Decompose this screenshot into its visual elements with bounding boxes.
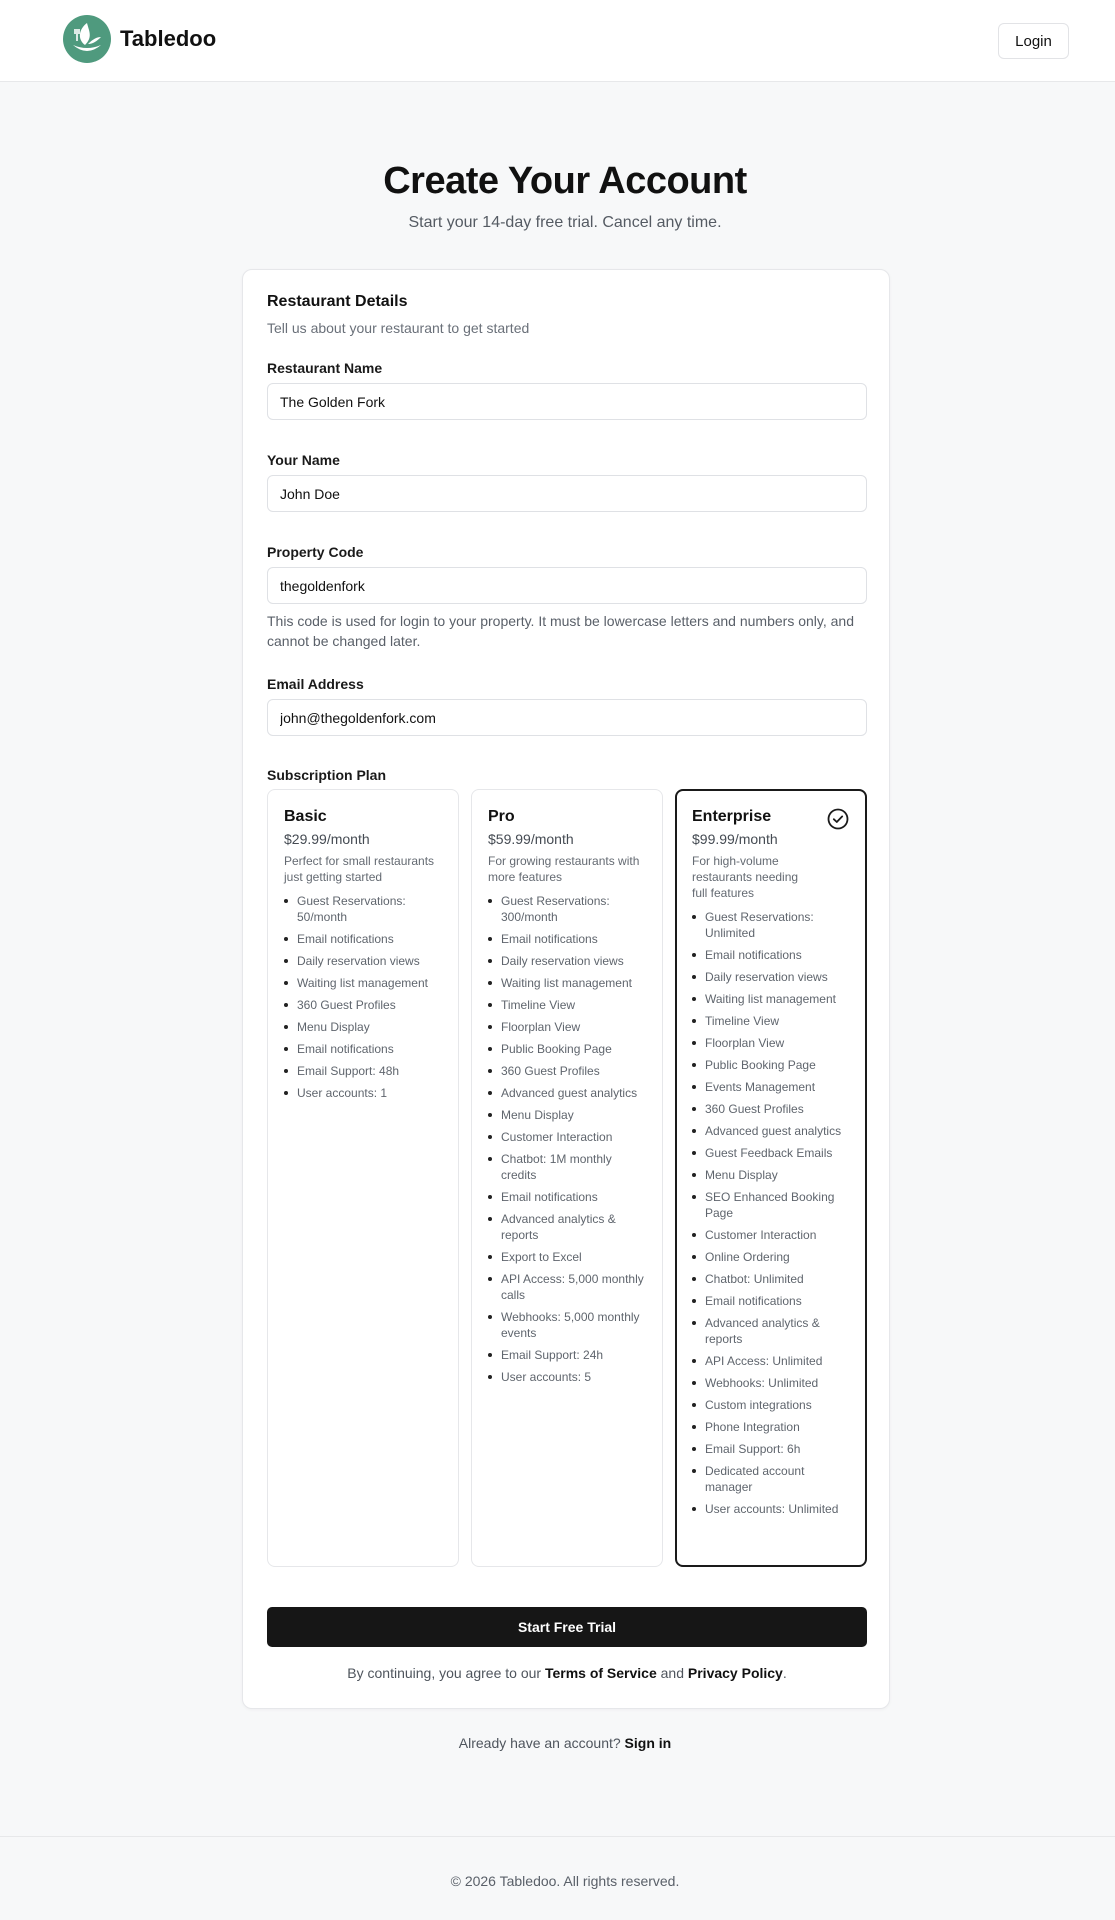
- bullet-icon: [692, 1277, 696, 1281]
- bullet-icon: [692, 1019, 696, 1023]
- plan-feature-item: [488, 1085, 646, 1101]
- plan-feature-item: [692, 1189, 850, 1221]
- plan-feature-text: Webhooks: 5,000 monthly events: [501, 1310, 640, 1340]
- plan-feature-text: Email Support: 48h: [297, 1064, 400, 1078]
- plan-feature-text: Customer Interaction: [501, 1130, 613, 1144]
- plan-feature-text: Dedicated account manager: [705, 1464, 805, 1494]
- plan-feature-text: Public Booking Page: [501, 1042, 612, 1056]
- plan-feature-item: [488, 953, 646, 969]
- plan-feature-item: [692, 1057, 850, 1073]
- bullet-icon: [488, 1277, 492, 1281]
- plan-feature-text: Custom integrations: [705, 1398, 812, 1412]
- section-title: Restaurant Details: [267, 293, 408, 310]
- bullet-icon: [488, 1375, 492, 1379]
- plan-feature-item: [692, 909, 850, 941]
- bullet-icon: [488, 1003, 492, 1007]
- plan-feature-text: Chatbot: Unlimited: [705, 1272, 804, 1286]
- plan-feature-text: Daily reservation views: [297, 954, 420, 968]
- plan-features: [488, 893, 646, 1385]
- privacy-policy-link[interactable]: Privacy Policy: [687, 1665, 783, 1681]
- bullet-icon: [488, 1135, 492, 1139]
- property-code-label: Property Code: [267, 544, 364, 560]
- plan-feature-text: Email notifications: [705, 1294, 802, 1308]
- terms-prefix: By continuing, you agree to our: [347, 1665, 542, 1681]
- plan-feature-item: [692, 1419, 850, 1435]
- plan-feature-text: Timeline View: [501, 998, 576, 1012]
- plan-feature-text: Daily reservation views: [501, 954, 624, 968]
- bullet-icon: [692, 1403, 696, 1407]
- check-circle-icon: [827, 808, 849, 830]
- terms-text: [243, 1665, 891, 1681]
- signup-card: [242, 269, 890, 1709]
- plan-feature-text: Floorplan View: [501, 1020, 581, 1034]
- plan-feature-text: Guest Feedback Emails: [705, 1146, 833, 1160]
- bullet-icon: [488, 1315, 492, 1319]
- plan-feature-text: 360 Guest Profiles: [501, 1064, 600, 1078]
- bullet-icon: [692, 1129, 696, 1133]
- plan-feature-item: [488, 1249, 646, 1265]
- plan-feature-text: Menu Display: [297, 1020, 370, 1034]
- plan-feature-item: [692, 1397, 850, 1413]
- bullet-icon: [284, 1025, 288, 1029]
- plan-feature-item: [488, 1107, 646, 1123]
- plan-name: Basic: [284, 808, 327, 825]
- email-input[interactable]: [267, 699, 867, 736]
- bullet-icon: [692, 1381, 696, 1385]
- bullet-icon: [488, 1353, 492, 1357]
- signin-prompt-text: Already have an account?: [458, 1735, 621, 1751]
- copyright: © 2026 Tabledoo. All rights reserved.: [450, 1873, 680, 1889]
- plan-feature-text: Daily reservation views: [705, 970, 828, 984]
- plan-feature-item: [692, 1315, 850, 1347]
- plan-price: $59.99/month: [488, 831, 574, 847]
- bullet-icon: [692, 1173, 696, 1177]
- bullet-icon: [692, 1359, 696, 1363]
- login-button[interactable]: Login: [998, 23, 1069, 59]
- plan-feature-item: [488, 1189, 646, 1205]
- bullet-icon: [692, 953, 696, 957]
- plan-feature-item: [284, 1041, 442, 1057]
- signin-prompt: [0, 1735, 1115, 1751]
- plan-feature-text: Email notifications: [705, 948, 802, 962]
- plan-name: Pro: [488, 808, 515, 825]
- plan-feature-item: [284, 953, 442, 969]
- plan-feature-text: Customer Interaction: [705, 1228, 817, 1242]
- plan-feature-item: [284, 1085, 442, 1101]
- bullet-icon: [488, 1157, 492, 1161]
- sign-in-link[interactable]: Sign in: [624, 1735, 672, 1751]
- terms-suffix: .: [782, 1665, 787, 1681]
- plan-feature-item: [692, 1441, 850, 1457]
- terms-and: and: [660, 1665, 684, 1681]
- property-code-help: This code is used for login to your property. It must be lowercase letters and numbers only, and cannot be changed later.: [267, 613, 854, 649]
- plan-feature-text: Chatbot: 1M monthly credits: [501, 1152, 612, 1182]
- plan-feature-text: Waiting list management: [705, 992, 836, 1006]
- plan-feature-item: [488, 975, 646, 991]
- brand-name: Tabledoo: [120, 26, 217, 51]
- plan-feature-text: Public Booking Page: [705, 1058, 816, 1072]
- start-free-trial-button[interactable]: Start Free Trial: [267, 1607, 867, 1647]
- bullet-icon: [692, 975, 696, 979]
- site-footer: [0, 1836, 1115, 1920]
- plan-feature-text: Menu Display: [705, 1168, 778, 1182]
- section-description: Tell us about your restaurant to get started: [267, 320, 530, 336]
- plan-feature-text: Floorplan View: [705, 1036, 785, 1050]
- plan-feature-item: [488, 1041, 646, 1057]
- plan-feature-item: [488, 1369, 646, 1385]
- bullet-icon: [692, 1321, 696, 1325]
- plan-description: For high-volume restaurants needing full features: [692, 854, 799, 900]
- bullet-icon: [284, 1003, 288, 1007]
- plan-description: For growing restaurants with more features: [488, 854, 640, 884]
- plan-feature-item: [284, 1019, 442, 1035]
- bullet-icon: [692, 1447, 696, 1451]
- plan-feature-text: Webhooks: Unlimited: [705, 1376, 819, 1390]
- plan-feature-item: [488, 1271, 646, 1303]
- restaurant-name-label: Restaurant Name: [267, 360, 383, 376]
- plan-feature-item: [284, 931, 442, 947]
- bullet-icon: [692, 1063, 696, 1067]
- plan-feature-item: [488, 1063, 646, 1079]
- plan-feature-item: [488, 997, 646, 1013]
- plan-feature-text: Online Ordering: [705, 1250, 790, 1264]
- bullet-icon: [692, 1151, 696, 1155]
- plan-features: [692, 909, 850, 1517]
- plan-feature-item: [692, 947, 850, 963]
- bullet-icon: [692, 1425, 696, 1429]
- bullet-icon: [284, 1091, 288, 1095]
- bullet-icon: [488, 1025, 492, 1029]
- plan-feature-item: [692, 991, 850, 1007]
- plan-feature-item: [284, 893, 442, 925]
- plan-feature-item: [284, 997, 442, 1013]
- plan-feature-text: Advanced analytics & reports: [705, 1316, 820, 1346]
- plan-feature-item: [488, 1019, 646, 1035]
- bullet-icon: [488, 959, 492, 963]
- plan-feature-item: [692, 1463, 850, 1495]
- plan-feature-item: [692, 1271, 850, 1287]
- bullet-icon: [284, 981, 288, 985]
- plan-feature-item: [488, 1309, 646, 1341]
- bullet-icon: [284, 1069, 288, 1073]
- plan-feature-text: Waiting list management: [501, 976, 632, 990]
- bullet-icon: [692, 997, 696, 1001]
- bullet-icon: [284, 937, 288, 941]
- bullet-icon: [488, 981, 492, 985]
- page-title: Create Your Account: [383, 160, 747, 202]
- plan-price: $99.99/month: [692, 831, 778, 847]
- plan-feature-text: 360 Guest Profiles: [705, 1102, 804, 1116]
- plan-feature-item: [692, 1501, 850, 1517]
- plan-feature-item: [692, 969, 850, 985]
- bullet-icon: [692, 1233, 696, 1237]
- plan-feature-text: Email notifications: [501, 1190, 598, 1204]
- plan-feature-text: Guest Reservations: 50/month: [297, 894, 406, 924]
- bullet-icon: [284, 899, 288, 903]
- plan-feature-item: [488, 893, 646, 925]
- bullet-icon: [692, 1299, 696, 1303]
- plan-feature-text: User accounts: 5: [501, 1370, 592, 1384]
- plan-feature-item: [692, 1293, 850, 1309]
- plan-feature-text: Email Support: 6h: [705, 1442, 801, 1456]
- bullet-icon: [488, 1195, 492, 1199]
- email-label: Email Address: [267, 676, 364, 692]
- subscription-plan-label: Subscription Plan: [267, 767, 387, 783]
- plan-feature-text: Guest Reservations: Unlimited: [705, 910, 814, 940]
- bullet-icon: [692, 1041, 696, 1045]
- plan-features: [284, 893, 442, 1101]
- bullet-icon: [488, 1255, 492, 1259]
- bullet-icon: [488, 1113, 492, 1117]
- bullet-icon: [692, 1195, 696, 1199]
- your-name-label: Your Name: [267, 452, 340, 468]
- plan-feature-item: [692, 1123, 850, 1139]
- plan-feature-item: [488, 931, 646, 947]
- property-code-input[interactable]: [267, 567, 867, 604]
- bullet-icon: [692, 1255, 696, 1259]
- plan-feature-item: [692, 1167, 850, 1183]
- plan-feature-text: API Access: 5,000 monthly calls: [501, 1272, 644, 1302]
- bullet-icon: [284, 959, 288, 963]
- plan-feature-item: [692, 1375, 850, 1391]
- plan-feature-item: [692, 1013, 850, 1029]
- plan-feature-text: Events Management: [705, 1080, 816, 1094]
- bullet-icon: [488, 1047, 492, 1051]
- plan-feature-item: [692, 1145, 850, 1161]
- bullet-icon: [284, 1047, 288, 1051]
- plan-feature-item: [692, 1353, 850, 1369]
- plan-feature-text: API Access: Unlimited: [705, 1354, 823, 1368]
- plan-feature-text: Waiting list management: [297, 976, 428, 990]
- plan-feature-item: [488, 1129, 646, 1145]
- terms-of-service-link[interactable]: Terms of Service: [544, 1665, 657, 1681]
- plan-feature-text: Advanced guest analytics: [705, 1124, 842, 1138]
- plan-feature-text: Export to Excel: [501, 1250, 582, 1264]
- bullet-icon: [488, 1217, 492, 1221]
- plan-feature-text: Email Support: 24h: [501, 1348, 604, 1362]
- plan-feature-text: Menu Display: [501, 1108, 574, 1122]
- plan-feature-item: [692, 1249, 850, 1265]
- bullet-icon: [488, 1069, 492, 1073]
- plan-feature-item: [692, 1035, 850, 1051]
- plan-feature-item: [692, 1101, 850, 1117]
- plan-basic[interactable]: [267, 789, 459, 1567]
- restaurant-name-input[interactable]: [267, 383, 867, 420]
- plan-feature-text: Advanced analytics & reports: [501, 1212, 616, 1242]
- plan-enterprise[interactable]: [675, 789, 867, 1567]
- plan-feature-item: [284, 975, 442, 991]
- plan-feature-text: SEO Enhanced Booking Page: [705, 1190, 835, 1220]
- site-header: [0, 0, 1115, 82]
- plan-description: Perfect for small restaurants just getting started: [284, 854, 435, 884]
- plan-feature-text: User accounts: 1: [297, 1086, 388, 1100]
- bullet-icon: [692, 1107, 696, 1111]
- plan-feature-text: Email notifications: [297, 1042, 394, 1056]
- plan-feature-text: Timeline View: [705, 1014, 780, 1028]
- plan-feature-text: Email notifications: [297, 932, 394, 946]
- bullet-icon: [692, 1469, 696, 1473]
- plan-feature-item: [284, 1063, 442, 1079]
- bullet-icon: [692, 1085, 696, 1089]
- plan-feature-item: [488, 1151, 646, 1183]
- plan-price: $29.99/month: [284, 831, 370, 847]
- plan-feature-text: Email notifications: [501, 932, 598, 946]
- plan-pro[interactable]: [471, 789, 663, 1567]
- page-subtitle: Start your 14-day free trial. Cancel any time.: [408, 214, 722, 231]
- plan-feature-text: Guest Reservations: 300/month: [501, 894, 610, 924]
- plan-feature-item: [488, 1347, 646, 1363]
- bullet-icon: [692, 915, 696, 919]
- plan-feature-text: Phone Integration: [705, 1420, 800, 1434]
- plan-feature-text: Advanced guest analytics: [501, 1086, 638, 1100]
- your-name-input[interactable]: [267, 475, 867, 512]
- plan-feature-item: [692, 1079, 850, 1095]
- bullet-icon: [488, 937, 492, 941]
- plan-name: Enterprise: [692, 808, 772, 825]
- plan-feature-text: 360 Guest Profiles: [297, 998, 396, 1012]
- leaf-plate-logo-icon: [63, 15, 111, 63]
- bullet-icon: [488, 1091, 492, 1095]
- bullet-icon: [692, 1507, 696, 1511]
- bullet-icon: [488, 899, 492, 903]
- plan-feature-text: User accounts: Unlimited: [705, 1502, 839, 1516]
- plan-feature-item: [692, 1227, 850, 1243]
- plan-feature-item: [488, 1211, 646, 1243]
